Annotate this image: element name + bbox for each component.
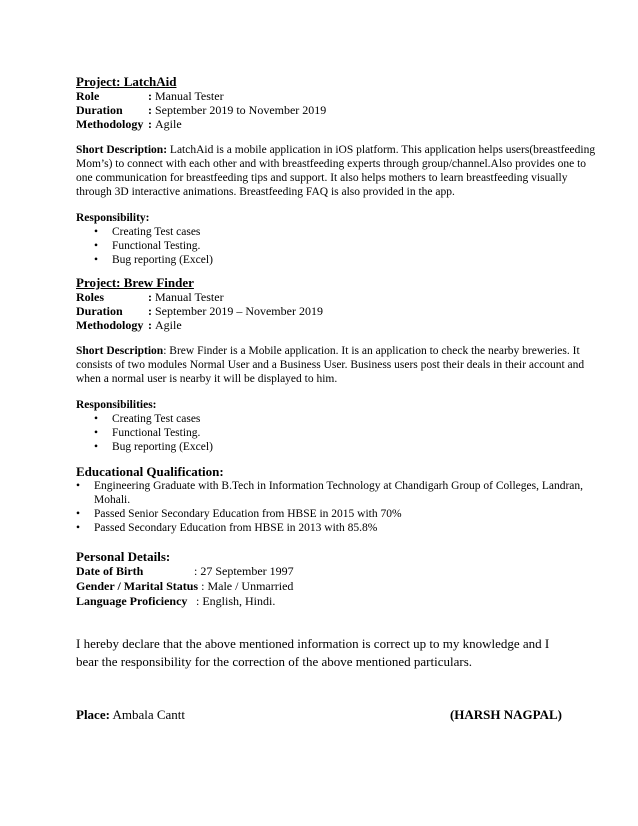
dob-label: Date of Birth [76, 564, 144, 578]
duration-label: Duration [76, 103, 123, 117]
list-item: • Functional Testing. [76, 426, 596, 440]
methodology-value: Agile [155, 117, 182, 131]
list-item: • Bug reporting (Excel) [76, 440, 596, 454]
list-item: • Creating Test cases [76, 412, 596, 426]
education-section [76, 464, 596, 535]
gender-value: : Male / Unmarried [198, 579, 294, 593]
place-label: Place: [76, 707, 110, 722]
short-description-label: Short Description: [76, 144, 168, 156]
responsibilities-list [76, 412, 596, 454]
responsibilities-label: Responsibilities: [76, 399, 157, 411]
role-value: Manual Tester [155, 89, 224, 103]
short-description-text: : Brew Finder is a Mobile application. It is an application to check the nearby breweries. It consists of two modules Normal User and a Business User. Business users post their deals in their account and when a normal user is nearby it will be displayed to him. [76, 345, 585, 385]
project-title: Project: LatchAid [76, 74, 177, 89]
list-item: • Passed Secondary Education from HBSE in 2013 with 85.8% [76, 521, 596, 535]
dob-value: : 27 September 1997 [194, 564, 294, 578]
role-label: Roles [76, 290, 104, 304]
separator: : [148, 290, 152, 304]
signature-footer [76, 707, 562, 722]
language-row [76, 594, 596, 609]
language-value: : English, Hindi. [196, 594, 276, 608]
list-item: • Functional Testing. [76, 239, 596, 253]
education-title: Educational Qualification: [76, 464, 224, 479]
separator: : [148, 89, 152, 103]
separator: : [148, 318, 152, 332]
role-label: Role [76, 89, 100, 103]
methodology-label: Methodology [76, 318, 144, 332]
methodology-row [76, 318, 596, 332]
dob-row [76, 564, 596, 579]
duration-value: September 2019 – November 2019 [155, 304, 323, 318]
project-title: Project: Brew Finder [76, 275, 194, 290]
place [76, 707, 185, 722]
responsibility-label: Responsibility: [76, 212, 150, 224]
place-value: Ambala Cantt [109, 707, 186, 722]
signature-name: (HARSH NAGPAL) [449, 707, 562, 722]
project-latchaid [76, 74, 596, 267]
personal-section [76, 549, 596, 609]
list-item: • Passed Senior Secondary Education from HBSE in 2015 with 70% [76, 507, 596, 521]
duration-row [76, 304, 596, 318]
role-value: Manual Tester [155, 290, 224, 304]
gender-label: Gender / Marital Status [76, 579, 199, 593]
duration-value: September 2019 to November 2019 [155, 103, 327, 117]
list-item: • Creating Test cases [76, 225, 596, 239]
language-label: Language Proficiency [76, 594, 188, 608]
short-description [76, 143, 596, 199]
gender-row [76, 579, 596, 594]
project-brew-finder [76, 275, 596, 454]
methodology-row [76, 117, 596, 131]
duration-row [76, 103, 596, 117]
methodology-label: Methodology [76, 117, 144, 131]
duration-label: Duration [76, 304, 123, 318]
list-item: • Engineering Graduate with B.Tech in Information Technology at Chandigarh Group of Colleges, Landran, Mohali. [76, 479, 596, 507]
education-list [76, 479, 596, 535]
short-description-text: LatchAid is a mobile application in iOS platform. This application helps users(breastfeeding Mom’s) to connect with each other and with breastfeeding experts through group/channel.Also provides one to one communication for breastfeeding tips and support. It also helps mothers to learn breastfeeding visually through 3D interactive animations. Breastfeeding FAQ is also provided in the app. [76, 144, 596, 198]
role-row [76, 290, 596, 304]
separator: : [148, 304, 152, 318]
role-row [76, 89, 596, 103]
resume-page [76, 74, 596, 722]
short-description [76, 344, 596, 386]
methodology-value: Agile [155, 318, 182, 332]
list-item: • Bug reporting (Excel) [76, 253, 596, 267]
short-description-label: Short Description [76, 345, 164, 357]
separator: : [148, 117, 152, 131]
responsibility-list [76, 225, 596, 267]
separator: : [148, 103, 152, 117]
personal-title: Personal Details: [76, 549, 171, 564]
declaration: I hereby declare that the above mentioned information is correct up to my knowledge and I bear the responsibility for the correction of the above mentioned particulars. [76, 636, 550, 669]
